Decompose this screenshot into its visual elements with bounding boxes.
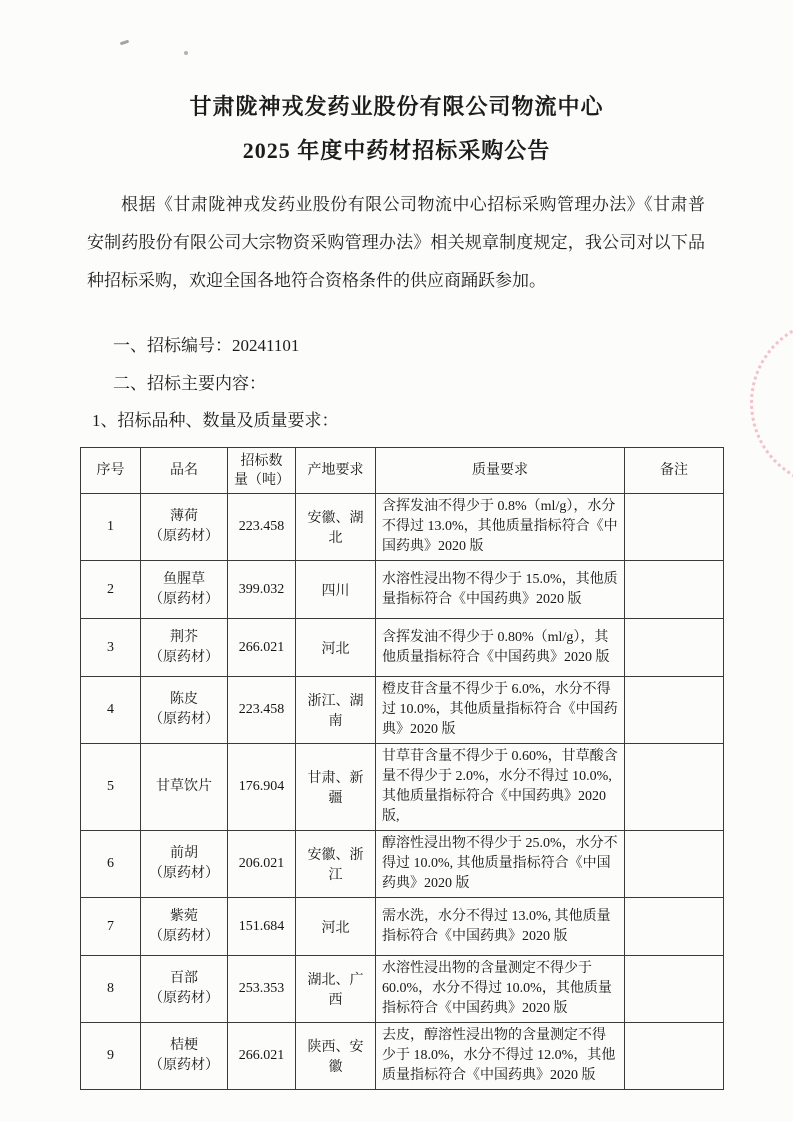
scan-speck: [120, 40, 129, 46]
table-row: [81, 619, 724, 677]
cell-index: 1: [81, 494, 141, 561]
col-header-quality: 质量要求: [376, 448, 625, 494]
cell-name: [141, 956, 228, 1023]
item-name-sub: （原药材）: [149, 712, 219, 727]
cell-name: [141, 494, 228, 561]
cell-origin: 甘肃、新疆: [296, 744, 376, 831]
cell-note: [625, 619, 724, 677]
table-row: [81, 831, 724, 898]
cell-origin: 湖北、广西: [296, 956, 376, 1023]
table-header-row: [81, 448, 724, 494]
cell-origin: 安徽、浙江: [296, 831, 376, 898]
cell-name: [141, 619, 228, 677]
table-row: [81, 956, 724, 1023]
cell-quantity: 151.684: [228, 898, 296, 956]
cell-note: [625, 1023, 724, 1090]
cell-quantity: 176.904: [228, 744, 296, 831]
cell-name: [141, 1023, 228, 1090]
cell-quality: 甘草苷含量不得少于 0.60%，甘草酸含量不得少于 2.0%，水分不得过 10.0%, 其他质量指标符合《中国药典》2020 版,: [376, 744, 625, 831]
cell-index: 2: [81, 561, 141, 619]
cell-name: [141, 561, 228, 619]
cell-quality: 水溶性浸出物不得少于 15.0%，其他质量指标符合《中国药典》2020 版: [376, 561, 625, 619]
cell-note: [625, 677, 724, 744]
cell-quality: 含挥发油不得少于 0.80%（ml/g），其他质量指标符合《中国药典》2020 版: [376, 619, 625, 677]
title-line-1: 甘肃陇神戎发药业股份有限公司物流中心: [189, 94, 604, 119]
cell-index: 6: [81, 831, 141, 898]
cell-quantity: 206.021: [228, 831, 296, 898]
cell-quantity: 223.458: [228, 677, 296, 744]
table-row: [81, 561, 724, 619]
table-row: [81, 898, 724, 956]
bid-items-body: [81, 494, 724, 1090]
cell-note: [625, 831, 724, 898]
col-header-name: 品名: [141, 448, 228, 494]
table-row: [81, 1023, 724, 1090]
cell-quantity: 399.032: [228, 561, 296, 619]
item-name-sub: （原药材）: [149, 529, 219, 544]
item-name: 鱼腥草: [163, 571, 205, 587]
cell-quantity: 266.021: [228, 1023, 296, 1090]
intro-paragraph: 根据《甘肃陇神戎发药业股份有限公司物流中心招标采购管理办法》《甘肃普安制药股份有限公司大宗物资采购管理办法》相关规章制度规定，我公司对以下品种招标采购，欢迎全国各地符合资格条件的供应商踊跃参加。: [87, 195, 705, 290]
cell-quality: 橙皮苷含量不得少于 6.0%，水分不得过 10.0%，其他质量指标符合《中国药典》2020 版: [376, 677, 625, 744]
cell-quality: 需水洗，水分不得过 13.0%, 其他质量指标符合《中国药典》2020 版: [376, 898, 625, 956]
cell-origin: 河北: [296, 619, 376, 677]
bid-items-table: [80, 447, 724, 1090]
item-name: 陈皮: [170, 692, 198, 707]
item-name-sub: （原药材）: [149, 866, 219, 881]
cell-index: 7: [81, 898, 141, 956]
cell-note: [625, 956, 724, 1023]
cell-quantity: 266.021: [228, 619, 296, 677]
red-seal-stamp: [739, 307, 793, 499]
cell-index: 4: [81, 677, 141, 744]
item-name: 荆芥: [170, 629, 198, 645]
scan-speck: [184, 51, 188, 55]
cell-quality: 醇溶性浸出物不得少于 25.0%，水分不得过 10.0%, 其他质量指标符合《中国药典》2020 版: [376, 831, 625, 898]
cell-origin: 四川: [296, 561, 376, 619]
cell-origin: 河北: [296, 898, 376, 956]
item-name: 紫菀: [170, 908, 198, 924]
subsection-items: 1、招标品种、数量及质量要求：: [92, 411, 339, 430]
item-name-sub: （原药材）: [149, 1058, 219, 1073]
table-row: [81, 744, 724, 831]
cell-origin: 浙江、湖南: [296, 677, 376, 744]
col-header-origin: 产地要求: [296, 448, 376, 494]
table-header: [81, 448, 724, 494]
cell-note: [625, 561, 724, 619]
cell-name: [141, 898, 228, 956]
item-name: 前胡: [170, 846, 198, 861]
col-header-index: 序号: [81, 448, 141, 494]
col-header-quantity: 招标数量（吨）: [228, 448, 296, 494]
item-name-sub: （原药材）: [149, 649, 219, 665]
cell-name: [141, 831, 228, 898]
cell-index: 9: [81, 1023, 141, 1090]
table-row: [81, 677, 724, 744]
title-line-2: 2025 年度中药材招标采购公告: [242, 138, 551, 163]
item-name: 薄荷: [170, 509, 198, 524]
section-bid-number: 一、招标编号：20241101: [113, 336, 300, 355]
item-name-sub: （原药材）: [149, 991, 219, 1006]
cell-quality: 水溶性浸出物的含量测定不得少于 60.0%，水分不得过 10.0%，其他质量指标符合《中国药典》2020 版: [376, 956, 625, 1023]
cell-name: [141, 744, 228, 831]
cell-origin: 陕西、安徽: [296, 1023, 376, 1090]
cell-quality: 含挥发油不得少于 0.8%（ml/g），水分不得过 13.0%，其他质量指标符合《中国药典》2020 版: [376, 494, 625, 561]
cell-quantity: 253.353: [228, 956, 296, 1023]
section-main-content: 二、招标主要内容：: [113, 374, 266, 393]
item-name: 桔梗: [170, 1038, 198, 1053]
col-header-note: 备注: [625, 448, 724, 494]
cell-note: [625, 898, 724, 956]
cell-quantity: 223.458: [228, 494, 296, 561]
cell-quality: 去皮，醇溶性浸出物的含量测定不得少于 18.0%，水分不得过 12.0%，其他质量指标符合《中国药典》2020 版: [376, 1023, 625, 1090]
item-name: 甘草饮片: [156, 779, 212, 794]
cell-origin: 安徽、湖北: [296, 494, 376, 561]
cell-index: 3: [81, 619, 141, 677]
cell-note: [625, 744, 724, 831]
item-name-sub: （原药材）: [149, 928, 219, 944]
cell-note: [625, 494, 724, 561]
cell-index: 5: [81, 744, 141, 831]
cell-name: [141, 677, 228, 744]
cell-index: 8: [81, 956, 141, 1023]
table-row: [81, 494, 724, 561]
item-name-sub: （原药材）: [149, 591, 219, 607]
item-name: 百部: [170, 971, 198, 986]
